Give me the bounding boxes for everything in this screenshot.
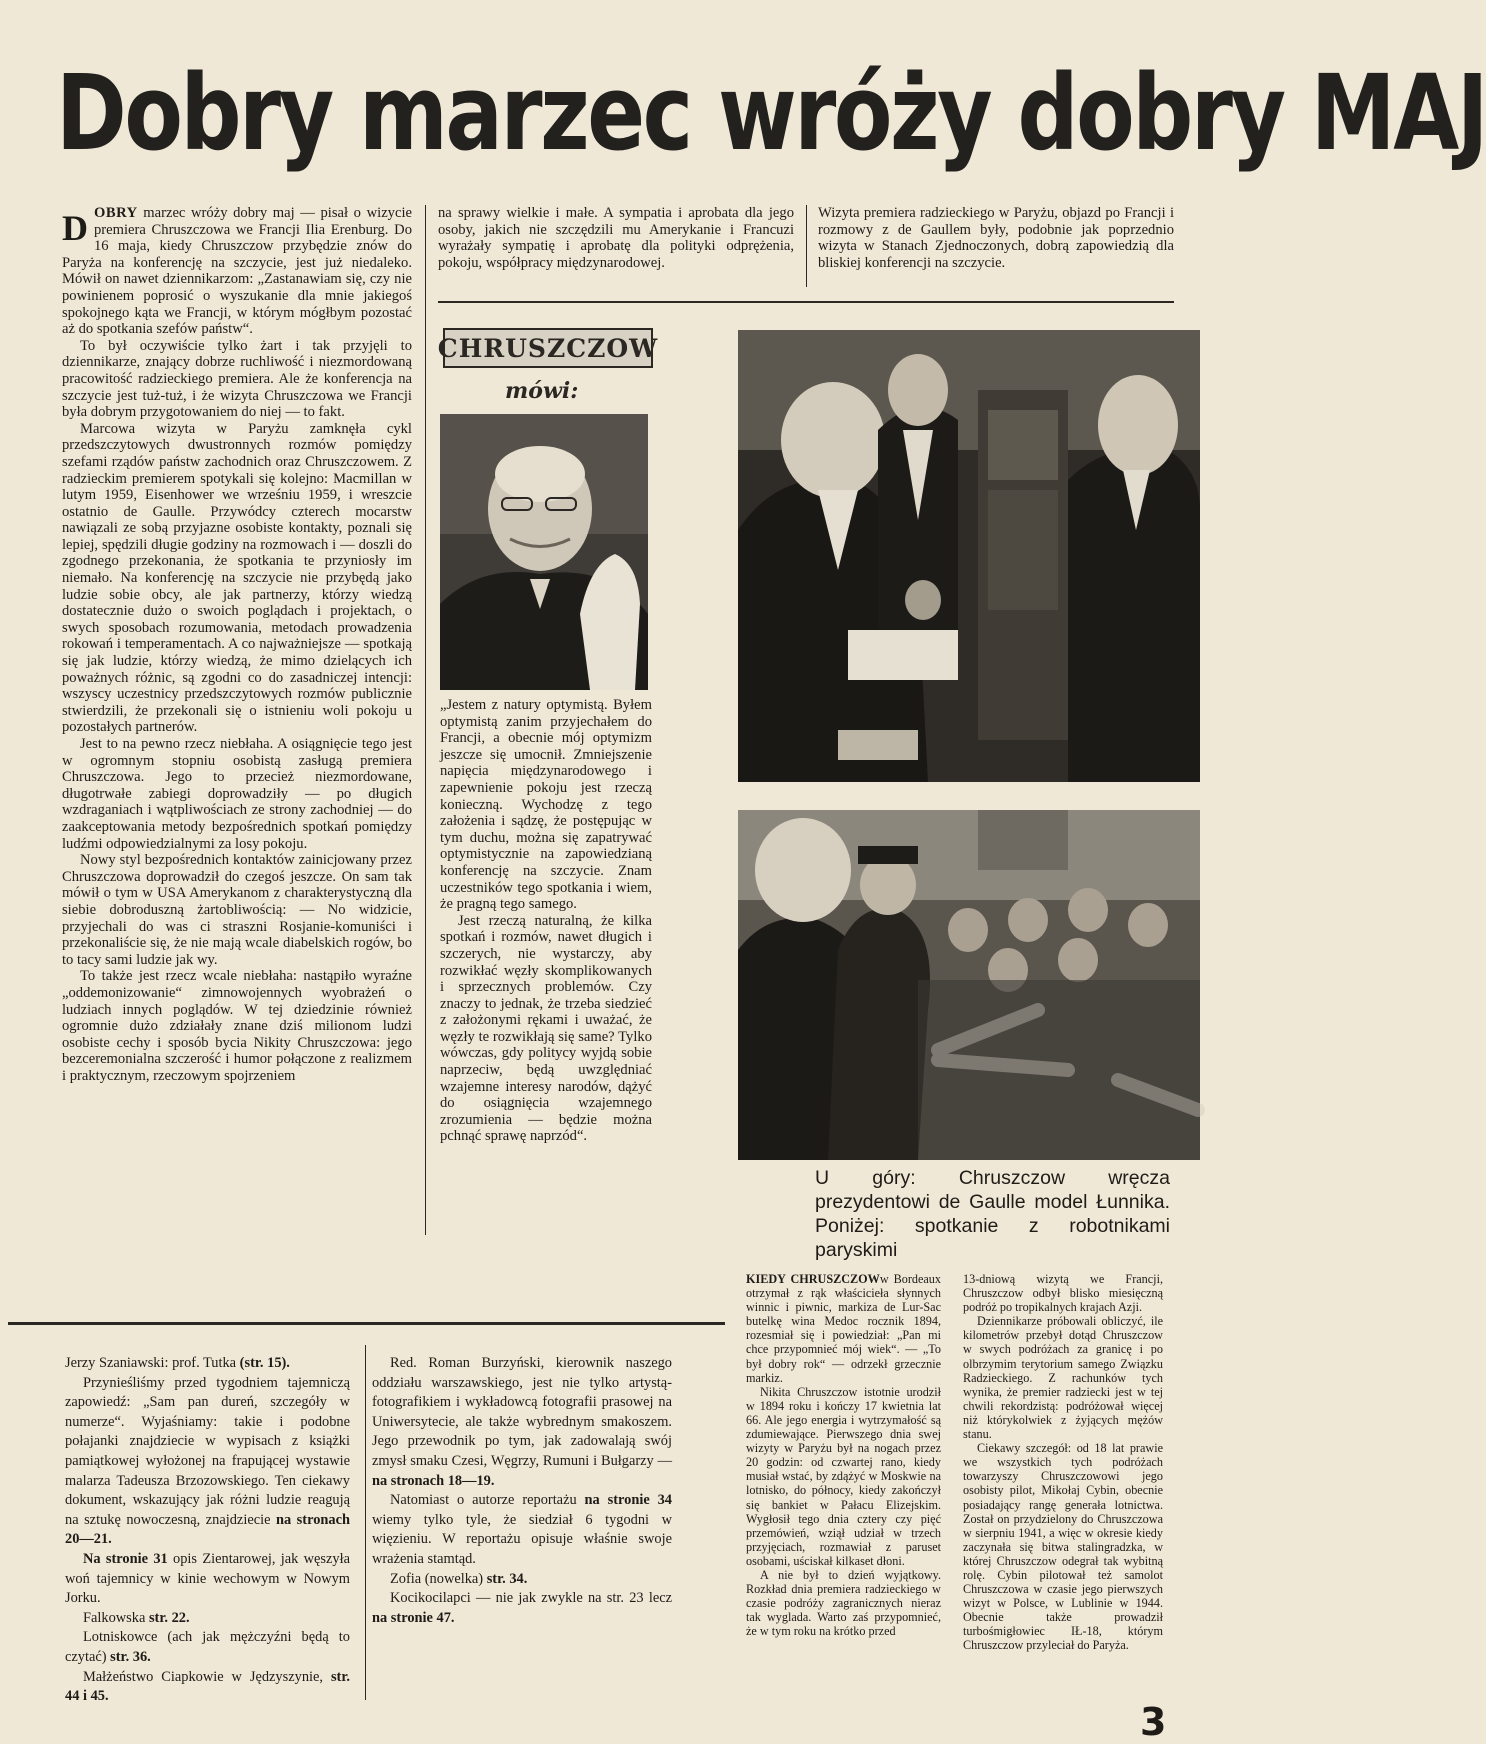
contents-text: Zofia (nowelka): [390, 1570, 487, 1587]
portrait-photo-art: [440, 414, 648, 690]
contents-text: Przynieśliśmy przed tygodniem tajemniczą zapowiedź: „Sam pan dureń, szczegóły w numerze“. Wyjaśniamy: takie i podobne połajanki znajdziecie w wypisach z książki pamiątkowej wyłożonej na frapującej wystawie malarza Tadeusza Brzozowskiego. Ten ciekawy dokument, wskazujący jak różni ludzie reagują na sztukę nowoczesną, znajdziecie: [65, 1374, 350, 1528]
column-divider: [425, 205, 426, 1235]
note-paragraph: Dziennikarze próbowali obliczyć, ile kilometrów przebył dotąd Chruszczow w swych podróżach za granicę i po olbrzymim terytorium samego Związku Radzieckiego. Z rachunków tych wynika, że premier radziecki jest w tej chwili rekordzistą: podróżował więcej niż którykolwiek z żyjących mężów stanu.: [963, 1314, 1163, 1442]
dropcap: D: [62, 208, 88, 248]
article-paragraph: Nowy styl bezpośrednich kontaktów zainicjowany przez Chruszczowa doprowadził do czegoś jeszcze. On sam tak mówił o tym w USA Amerykanom z charakterystyczną dla siebie dobroduszną żartobliwością: — No widzicie, przyjechali do was ci straszni Rosjanie-komuniści i przekonaliście się, że nie mają wcale diabelskich rogów, bo to tacy sami ludzie jak wy.: [62, 852, 412, 968]
quote-paragraph: Jest rzeczą naturalną, że kilka spotkań i rozmów, nawet długich i szczerych, nie wystarczy, aby rozwikłać węzły skomplikowanych i sprzecznych problemów. Czy znaczy to jednak, że trzeba siedzieć z założonymi rękami i uważać, że węzły te rozwikłają się same? Tylko wówczas, gdy politycy wyjdą sobie naprzeciw, będą uwzględniać wzajemne interesy narodów, dążyć do osiągnięcia wzajemnego zrozumienia — będzie można pchnąć sprawę naprzód“.: [440, 912, 652, 1145]
note-paragraph: A nie był to dzień wyjątkowy. Rozkład dnia premiera radzieckiego w czasie podróży zagranicznych nieraz tak wyglada. Warto zaś przypomnieć, że w tym roku na krótko przed: [746, 1567, 941, 1639]
contents-column-2: [372, 1354, 672, 1628]
bottom-section-rule: [8, 1322, 725, 1325]
contents-page-ref: na stronach 20—21.: [65, 1511, 350, 1548]
quote-paragraph: „Jestem z natury optymistą. Byłem optymistą zanim przyjechałem do Francji, a obecnie mój optymizm jeszcze się umocnił. Zmniejszenie napięcia międzynarodowego i zapewnienie pokoju jest rzeczą konieczną. Wychodzę z tego założenia i sądzę, że postępując w tym duchu, można się zapatrywać optymistycznie na zapowiedzianą konferencję na szczycie. Znam uczestników tego spotkania i wiem, że pragną tego samego.: [440, 697, 652, 913]
section-rule: [438, 301, 1174, 303]
contents-page-ref: na stronach 18—19.: [372, 1472, 495, 1489]
article-paragraph: Wizyta premiera radzieckiego w Paryżu, objazd po Francji i rozmowy z de Gaullem były, podobnie jak poprzednio wizyta w Stanach Zjednoczonych, dobrą zapowiedzią dla bliskiej konferencji na szczycie.: [818, 205, 1174, 271]
contents-text: Natomiast o autorze reportażu: [390, 1492, 585, 1509]
photo-de-gaulle-art: [738, 330, 1200, 782]
quote-column: [440, 697, 652, 1145]
note-column-1: [746, 1272, 941, 1638]
note-column-2: [963, 1272, 1163, 1653]
contents-text: Kocikocilapci — nie jak zwykle na str. 23 lecz: [390, 1590, 672, 1607]
note-paragraph: Nikita Chruszczow istotnie urodził w 1894 roku i kończy 17 kwietnia lat 66. Ale jego energia i wytrzymałość są zdumiewające. Pierwszego dnia swej wizyty w Paryżu był na nogach przez 20 godzin: od czwartej rano, kiedy musiał wstać, by zdążyć w Moskwie na lotnisko, do północy, kiedy zakończył się bankiet w Pałacu Elizejskim. Wygłosił tego dnia cztery czy pięć przemówień, wziął udział w trzech przyjęciach, rozmawiał z paruset osobami, uściskał kilkaset dłoni.: [746, 1384, 941, 1568]
contents-page-ref: str. 22.: [148, 1609, 190, 1626]
contents-column-1: [65, 1354, 350, 1707]
page-number: 3: [1140, 1700, 1167, 1744]
contents-text: Małżeństwo Ciapkowie w Jędzyszynie,: [83, 1668, 331, 1685]
contents-text: Lotniskowce (ach jak mężczyźni będą to czytać): [65, 1629, 350, 1665]
article-column-3: [818, 205, 1174, 271]
photo-caption: U góry: Chruszczow wręcza prezydentowi de Gaulle model Łunnika. Poniżej: spotkanie z robotnikami paryskimi: [815, 1167, 1170, 1261]
headline: Dobry marzec wróży dobry MAJ: [56, 52, 1486, 174]
photo-workers-art: [738, 810, 1200, 1160]
article-paragraph: To był oczywiście tylko żart i tak przyjęli to dziennikarze, znający dobrze ruchliwość i niezmordowaną pracowitość radzieckiego premiera. Ale że konferencja na szczycie jest tuż-tuż, i że wizyta Chruszczowa we Francji była dobrym przygotowaniem do niej — to fakt.: [62, 337, 412, 421]
sidebar-label: CHRUSZCZOW: [443, 328, 653, 368]
article-column-2: [438, 205, 794, 271]
article-paragraph: marzec wróży dobry maj — pisał o wizycie premiera Chruszczowa we Francji Ilia Erenburg. Do 16 maja, kiedy Chruszczow przybędzie znów do Paryża na konferencję na szczycie, jest już niedaleko. Mówił on nawet dziennikarzom: „Zastanawiam się, czy nie powinienem poprosić o wyszukanie dla mnie jakiegoś spokojnego kąta we Francji, w którym mógłbym pozostać aż do spotkania szefów państw“.: [62, 205, 412, 338]
note-paragraph: w Bordeaux otrzymał z rąk właścicieła słynnych winnic i piwnic, markiza de Lur-Sac butelkę wina Medoc rocznik 1894, rozesmiał się i powiedział: „Pan mi chce przypomnieć mój wiek“. — „To był dobry rok“ — odrzekł grzecznie markiz.: [746, 1272, 941, 1385]
article-paragraph: Marcowa wizyta w Paryżu zamknęła cykl przedszczytowych dwustronnych rozmów pomiędzy szefami rządów państw zachodnich oraz Chruszczowem. Z radzieckim premierem spotykali się kolejno: Macmillan w lutym 1959, Eisenhower we wrześniu 1959, i wreszcie ostatnio de Gaulle. Przywódcy czterech mocarstw nawiązali ze sobą przyjazne osobiste kontakty, poznali się lepiej, spędzili długie godziny na rozmowach i — doszli do zgodnego przekonania, że spotkania te przyniosły im niemało. Na konferencję na szczycie nie przybędą jako ludzie sobie obcy, ale jak partnerzy, którzy wiedzą dostatecznie dużo o swoich poglądach i projektach, o swych sposobach rozumowania, metodach prowadzenia rokowań i temperamentach. A co najważniejsze — spotkają się jak ludzie, którzy wiedzą, że mimo dzielących ich poważnych różnic, są zgodni co do zasadniczej intencji: wszyscy uczestnicy przedszczytowych rozmów publicznie stwierdzili, że przekonali się o istnieniu woli pokoju u pozostałych partnerów.: [62, 420, 412, 736]
contents-text: wiemy tylko tyle, że siedział 6 tygodni w więzieniu. W reportażu opisuje właśnie swoje wrażenia stamtąd.: [372, 1511, 672, 1567]
contents-page-ref: str. 36.: [110, 1648, 151, 1665]
article-paragraph: To także jest rzecz wcale niebłaha: nastąpiło wyraźne „oddemonizowanie“ zimnowojennych wyobrażeń o ludziach innych poglądów. W tej dziedzinie również ogromnie dużo zdziałały znane dziś milionom ludzi osobiste cechy i sposób bycia Nikity Chruszczowa: jego bezceremonialna szczerość i humor połączone z realizmem i praktycznym, rzeczowym spojrzeniem: [62, 968, 412, 1084]
photo-de-gaulle: [738, 330, 1200, 782]
contents-page-ref: Na stronie 31: [83, 1550, 168, 1567]
sidebar-subtitle: mówi:: [505, 378, 579, 404]
contents-page-ref: na stronie 47.: [372, 1609, 455, 1626]
contents-text: Jerzy Szaniawski: prof. Tutka: [65, 1355, 240, 1371]
contents-divider: [365, 1345, 366, 1700]
contents-page-ref: (str. 15).: [239, 1355, 290, 1371]
column-divider: [806, 205, 807, 287]
article-paragraph: Jest to na pewno rzecz niebłaha. A osiągnięcie tego jest w ogromnym stopniu osobistą zasługą premiera Chruszczowa. Jego to przecież niezmordowane, długotrwałe zabiegi doprowadziły — po długich wzdraganiach i wątpliwościach ze strony zachodniej — do zaakceptowania metody bezpośrednich spotkań pomiędzy ludźmi odpowiedzialnymi za losy pokoju.: [62, 736, 412, 852]
article-paragraph: na sprawy wielkie i małe. A sympatia i aprobata dla jego osoby, jakich nie szczędzili mu Amerykanie i Francuzi wyrażały sympatię i aprobatę dla polityki odprężenia, pokoju, współpracy międzynarodowej.: [438, 205, 794, 271]
article-first-word: OBRY: [94, 205, 138, 221]
portrait-photo: [440, 414, 648, 690]
contents-text: Red. Roman Burzyński, kierownik naszego oddziału warszawskiego, jest nie tylko artystą-fotografikiem i wykładowcą fotografii prasowej na Uniwersytecie, ale także wybrednym smakoszem. Jego przewodnik po tym, jak zadowalają swój zmysł smaku Czesi, Węgrzy, Rumuni i Bułgarzy —: [372, 1355, 672, 1469]
contents-page-ref: na stronie 34: [584, 1492, 672, 1509]
article-column-1: [62, 205, 412, 1245]
note-lead: KIEDY CHRUSZCZOW: [746, 1272, 880, 1286]
contents-page-ref: str. 34.: [486, 1570, 528, 1587]
contents-text: opis Zientarowej, jak węszyła woń tajemnicy w kinie wechowym w Nowym Jorku.: [65, 1550, 351, 1607]
contents-page-ref: str. 44 i 45.: [65, 1668, 350, 1705]
note-paragraph: 13-dniową wizytą we Francji, Chruszczow odbył blisko miesięczną podróż po tropikalnych krajach Azji.: [963, 1272, 1163, 1315]
contents-text: Falkowska: [83, 1609, 149, 1626]
note-paragraph: Ciekawy szczegół: od 18 lat prawie we wszystkich tych podróżach towarzyszy Chruszczowowi jego osobisty pilot, Mikołaj Cybin, obecnie posiadający rangę generała lotnictwa. Został on przydzielony do Chruszczowa w sierpniu 1941, a więc w okresie kiedy zaczynała się bitwa stalingradzka, w której Chruszczow odegrał tak wybitną rolę. Cybin pilotował też samolot Chruszczowa w czasie jego pierwszych wizyt w Polsce, w Lublinie w 1944. Obecnie także prowadził turbośmigłowiec IŁ-18, którym Chruszczow przyleciał do Paryża.: [963, 1441, 1163, 1653]
photo-workers: [738, 810, 1200, 1160]
